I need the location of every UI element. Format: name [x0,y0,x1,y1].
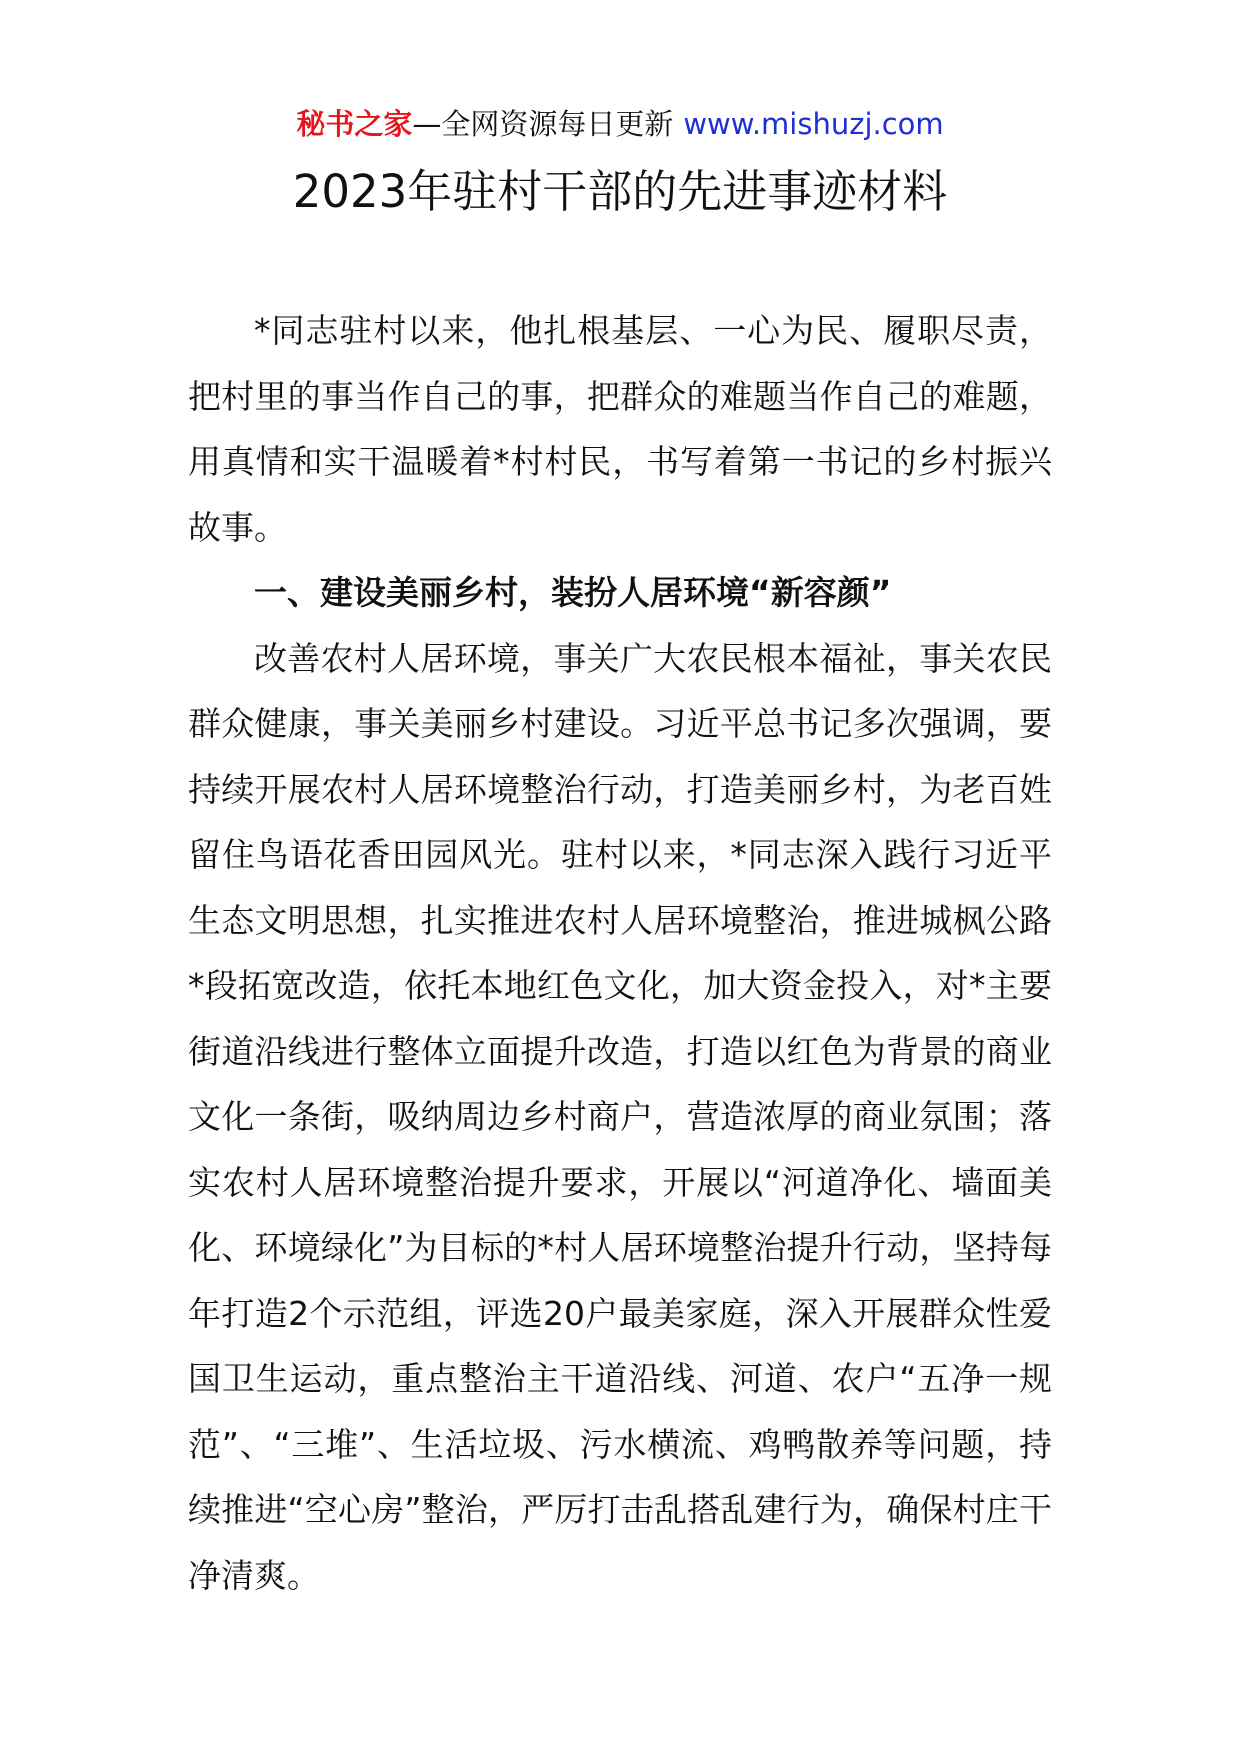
section-paragraph-1: 改善农村人居环境，事关广大农民根本福祉，事关农民群众健康，事关美丽乡村建设。习近平总书记多次强调，要持续开展农村人居环境整治行动，打造美丽乡村，为老百姓留住鸟语花香田园风光。驻村以来，*同志深入践行习近平生态文明思想，扎实推进农村人居环境整治，推进城枫公路*段拓宽改造，依托本地红色文化，加大资金投入，对*主要街道沿线进行整体立面提升改造，打造以红色为背景的商业文化一条街，吸纳周边乡村商户，营造浓厚的商业氛围；落实农村人居环境整治提升要求，开展以“河道净化、墙面美化、环境绿化”为目标的*村人居环境整治提升行动，坚持每年打造2个示范组，评选20户最美家庭，深入开展群众性爱国卫生运动，重点整治主干道沿线、河道、农户“五净一规范”、“三堆”、生活垃圾、污水横流、鸡鸭散养等问题，持续推进“空心房”整治，严厉打击乱搭乱建行为，确保村庄干净清爽。 [188,638,1052,1595]
section-heading-1: 一、建设美丽乡村，装扮人居环境“新容颜” [254,573,892,612]
intro-paragraph: *同志驻村以来，他扎根基层、一心为民、履职尽责，把村里的事当作自己的事，把群众的难题当作自己的难题，用真情和实干温暖着*村村民，书写着第一书记的乡村振兴故事。 [188,311,1052,547]
document-body [188,298,1052,1608]
brand-name: 秘书之家 [296,107,413,141]
document-title: 2023年驻村干部的先进事迹材料 [292,165,948,218]
site-url-link[interactable]: www.mishuzj.com [683,107,944,141]
site-tagline: —全网资源每日更新 [412,107,674,141]
site-header [0,104,1240,144]
